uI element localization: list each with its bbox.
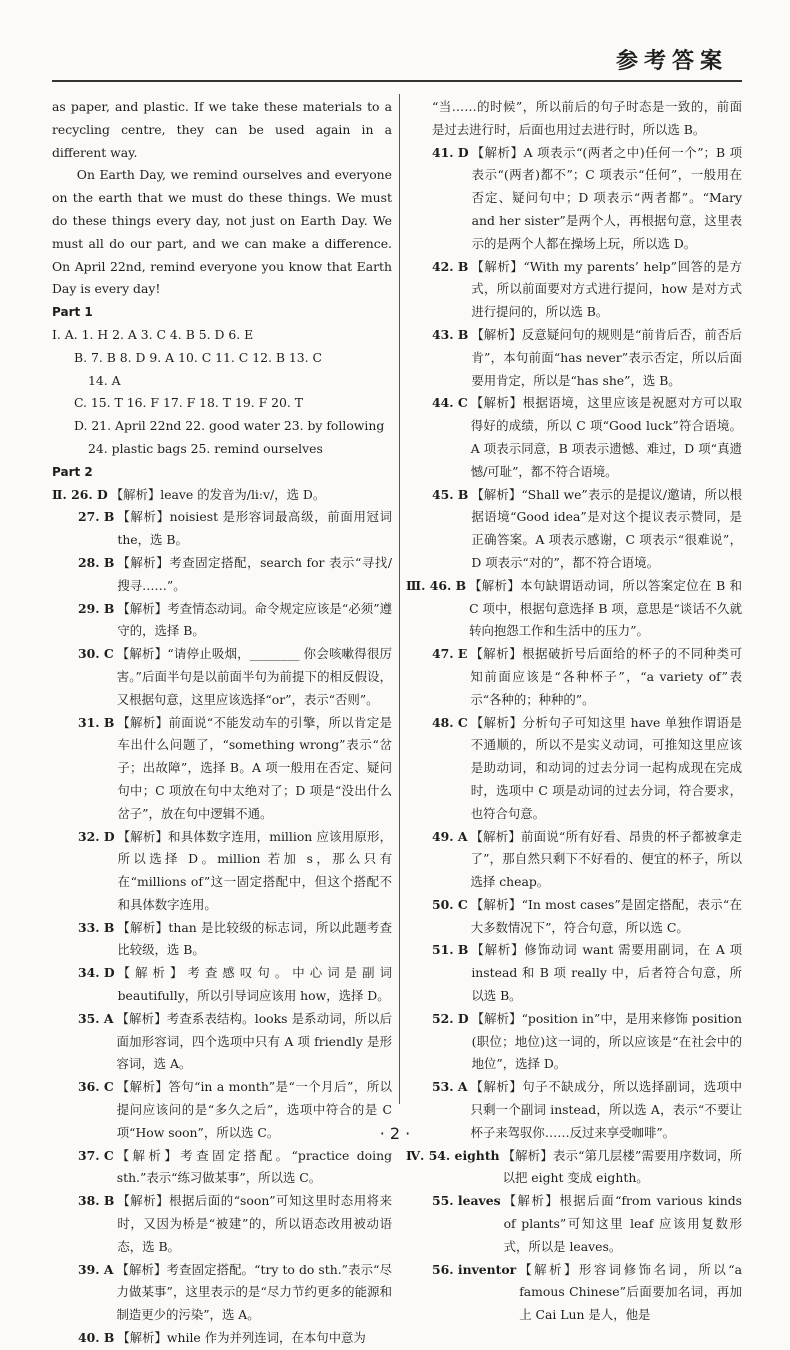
answer-number: 44. C — [432, 395, 468, 411]
answer-item — [52, 598, 392, 644]
answer-explanation: 【解析】根据语境，这里应该是祝愿对方可以取得好的成绩，所以 C 项“Good luck”符合语境。A 项表示同意，B 项表示遗憾、难过，D 项“真遗憾/可耻”，都不符合语境。 — [470, 395, 742, 479]
answer-explanation: 【解析】反意疑问句的规则是“前肯后否，前否后肯”，本句前面“has never”表示否定，所以后面要用肯定，所以是“has she”，选 B。 — [471, 326, 742, 388]
answer-number: 53. A — [432, 1079, 468, 1095]
answer-number: 55. leaves — [432, 1193, 501, 1209]
answer-explanation: 【解析】noisiest 是形容词最高级，前面用冠词 the，选 B。 — [117, 509, 392, 548]
answer-number: 47. E — [432, 646, 468, 662]
answer-number: 45. B — [432, 486, 469, 502]
answer-line: C. 15. T 16. F 17. F 18. T 19. F 20. T — [74, 395, 304, 411]
answer-number: Ⅲ. 46. B — [406, 577, 467, 593]
answer-item — [52, 826, 392, 917]
answer-item — [406, 1145, 742, 1191]
answer-number: Ⅳ. 54. eighth — [406, 1147, 500, 1163]
page-header-title: 参考答案 — [615, 49, 728, 74]
answer-explanation: 【解析】考查固定搭配。“practice doing sth.”表示“练习做某事”，所以选 C。 — [116, 1147, 392, 1186]
answer-item — [52, 552, 392, 598]
answer-item — [52, 1190, 392, 1258]
answer-number: 42. B — [432, 258, 469, 274]
answer-item — [406, 1259, 742, 1327]
answer-number: 35. A — [78, 1010, 114, 1026]
answer-explanation: 【解析】while 作为并列连词，在本句中意为 — [117, 1330, 366, 1346]
answer-item — [406, 256, 742, 324]
answer-explanation: 【解析】A 项表示“(两者之中)任何一个”；B 项表示“(两者)都不”；C 项表示“任何”，一般用在否定、疑问句中；D 项表示“两者都”。“Mary and her sister”是两个人，再根据句意，这里表示的是两个人都在操场上玩，所以选 D。 — [471, 144, 742, 251]
answer-explanation: 【解析】考查系表结构。looks 是系动词，所以后面加形容词，四个选项中只有 A 项 friendly 是形容词，选 A。 — [116, 1010, 392, 1072]
answer-number: 48. C — [432, 714, 468, 730]
left-answer-list — [52, 484, 392, 1350]
answer-number: 56. inventor — [432, 1261, 517, 1277]
answer-explanation: 【解析】考查感叹句。中心词是副词 beautifully，所以引导词应该用 how，选择 D。 — [117, 965, 392, 1004]
answer-explanation: 【解析】句子不缺成分，所以选择副词，选项中只剩一个副词 instead，所以选 A，表示“不要让杯子来驾驭你……反过来享受咖啡”。 — [470, 1079, 742, 1140]
part1-heading: Part 1 — [52, 305, 93, 320]
answer-line: B. 7. B 8. D 9. A 10. C 11. C 12. B 13. C — [74, 349, 323, 365]
answer-explanation: 【解析】“With my parents’ help”回答的是方式，所以前面要对方式进行提问，how 是对方式进行提问的，所以选 B。 — [471, 258, 742, 320]
page-number: · 2 · — [379, 1124, 411, 1143]
answer-number: 27. B — [78, 509, 115, 525]
answer-explanation: 【解析】表示“第几层楼”需要用序数词，所以把 eight 变成 eighth。 — [502, 1147, 742, 1186]
answer-item — [52, 1008, 392, 1076]
answer-number: 29. B — [78, 600, 115, 616]
answer-line: Ⅰ. A. 1. H 2. A 3. C 4. B 5. D 6. E — [52, 326, 254, 342]
answer-number: 37. C — [78, 1147, 114, 1163]
answer-item — [406, 939, 742, 1007]
answer-explanation: 【解析】前面说“不能发动车的引擎，所以肯定是车出什么问题了，“something wrong”表示“岔子；出故障”，选择 B。A 项一般用在否定、疑问句中；C 项放在句中太绝对了；D 项是“没出什么岔子”，放在句中逻辑不通。 — [117, 714, 392, 821]
answer-explanation: 【解析】前面说“所有好看、昂贵的杯子都被拿走了”，那自然只剩下不好看的、便宜的杯子，所以选择 cheap。 — [470, 828, 742, 890]
answer-item — [52, 484, 392, 507]
answer-explanation: 【解析】考查固定搭配，search for 表示“寻找/搜寻……”。 — [117, 554, 392, 593]
part2-heading: Part 2 — [52, 464, 93, 479]
answer-explanation: 【解析】和具体数字连用，million 应该用原形，所以选择 D。million 若加 s，那么只有在“millions of”这一固定搭配中，但这个搭配不和具体数字连用。 — [117, 828, 392, 912]
answer-item — [406, 1008, 742, 1076]
answer-explanation: 【解析】考查固定搭配。“try to do sth.”表示“尽力做某事”，这里表示的是“尽力节约更多的能源和制造更少的污染”，选 A。 — [116, 1261, 392, 1323]
passage-paragraph: On Earth Day, we remind ourselves and everyone on the earth that we must do these things. We must do these things every day, not just on Earth Day. We must all do our part, and we can make a difference. On April 22nd, remind everyone you know that Earth Day is every day! — [52, 167, 392, 297]
answer-number: 36. C — [78, 1079, 114, 1095]
right-answer-list — [406, 142, 742, 1327]
answer-explanation: 【解析】“Shall we”表示的是提议/邀请，所以根据语境“Good idea”是对这个提议表示赞同，是正确答案。A 项表示感谢，C 项表示“很难说”，D 项表示“对的”，都不符合语境。 — [471, 486, 742, 570]
answer-number: 30. C — [78, 646, 114, 662]
answer-number: 33. B — [78, 919, 115, 935]
answer-number: 40. B — [78, 1330, 115, 1346]
answer-item — [406, 826, 742, 894]
answer-explanation: 【解析】“请停止吸烟，________ 你会咳嗽得很厉害。”后面半句是以前面半句为前提下的相反假设，又根据句意，这里应该选择“or”，表示“否则”。 — [116, 646, 392, 707]
answer-number: 41. D — [432, 144, 469, 160]
answer-item — [406, 894, 742, 940]
answer-item — [52, 712, 392, 826]
answer-item — [52, 1327, 392, 1350]
answer-item — [406, 712, 742, 826]
answer-number: 49. A — [432, 828, 468, 844]
answer-number: 52. D — [432, 1010, 469, 1026]
answer-number: 38. B — [78, 1193, 115, 1209]
answer-item — [406, 484, 742, 575]
column-divider — [399, 94, 400, 1104]
answer-explanation: 【解析】分析句子可知这里 have 单独作谓语是不通顺的，所以不是实义动词，可推知这里应该是助动词，和动词的过去分词一起构成现在完成时，选项中 C 项是动词的过去分词，符合要求，也符合句意。 — [470, 714, 742, 821]
answer-line: D. 21. April 22nd 22. good water 23. by following — [74, 418, 385, 434]
answer-item — [52, 1145, 392, 1191]
answer-number: Ⅱ. 26. D — [52, 486, 108, 502]
answer-item — [406, 324, 742, 392]
answer-number: 28. B — [78, 554, 115, 570]
answer-explanation: 【解析】“position in”中，是用来修饰 position (职位；地位)这一词的，所以应该是“在社会中的地位”，选择 D。 — [471, 1010, 742, 1072]
answer-line: 14. A — [88, 372, 121, 388]
answer-explanation: 【解析】答句“in a month”是“一个月后”，所以提问应该问的是“多久之后”，选项中符合的是 C 项“How soon”，所以选 C。 — [116, 1079, 392, 1140]
answer-item — [52, 917, 392, 963]
left-column — [52, 96, 392, 1350]
answer-number: 34. D — [78, 965, 115, 981]
answer-line: 24. plastic bags 25. remind ourselves — [88, 440, 323, 456]
answer-explanation: 【解析】本句缺谓语动词，所以答案定位在 B 和 C 项中，根据句意选择 B 项，意思是“谈话不久就转向抱怨工作和生活中的压力”。 — [469, 577, 742, 639]
answer-explanation: 【解析】形容词修饰名词，所以“a famous Chinese”后面要加名词，再加上 Cai Lun 是人，他是 — [519, 1261, 742, 1323]
answer-item — [52, 1259, 392, 1327]
answer-explanation: 【解析】考查情态动词。命令规定应该是“必须”遵守的，选择 B。 — [117, 600, 392, 639]
answer-item — [406, 643, 742, 711]
answer-item — [406, 1190, 742, 1258]
answer-number: 32. D — [78, 828, 115, 844]
answer-explanation: 【解析】修饰动词 want 需要用副词，在 A 项 instead 和 B 项 really 中，后者符合句意，所以选 B。 — [471, 942, 742, 1004]
answer-number: 50. C — [432, 896, 468, 912]
answer-explanation: 【解析】根据后面的“soon”可知这里时态用将来时，又因为桥是“被建”的，所以语态改用被动语态，选 B。 — [117, 1193, 392, 1254]
header-divider — [52, 80, 742, 82]
answer-number: 43. B — [432, 326, 469, 342]
answer-item — [52, 962, 392, 1008]
answer-item — [52, 506, 392, 552]
answer-number: 51. B — [432, 942, 469, 958]
answer-explanation: 【解析】leave 的发音为/liːv/，选 D。 — [110, 486, 326, 502]
answer-item — [406, 575, 742, 643]
continuation-paragraph: “当……的时候”，所以前后的句子时态是一致的，前面是过去进行时，后面也用过去进行时，所以选 B。 — [432, 99, 742, 137]
answer-explanation: 【解析】根据破折号后面给的杯子的不同种类可知前面应该是“各种杯子”，“a variety of”表示“各种的；种种的”。 — [470, 646, 742, 707]
answer-item — [52, 643, 392, 711]
answer-item — [406, 142, 742, 256]
answer-number: 31. B — [78, 714, 115, 730]
answer-number: 39. A — [78, 1261, 114, 1277]
answer-explanation: 【解析】根据后面“from various kinds of plants”可知这里 leaf 应该用复数形式，所以是 leaves。 — [503, 1193, 742, 1254]
answer-explanation: 【解析】“In most cases”是固定搭配，表示“在大多数情况下”，符合句意，所以选 C。 — [470, 896, 742, 935]
passage-paragraph: as paper, and plastic. If we take these materials to a recycling centre, they can be used again in a different way. — [52, 99, 392, 160]
answer-explanation: 【解析】than 是比较级的标志词，所以此题考查比较级，选 B。 — [117, 919, 392, 958]
answer-item — [406, 392, 742, 483]
